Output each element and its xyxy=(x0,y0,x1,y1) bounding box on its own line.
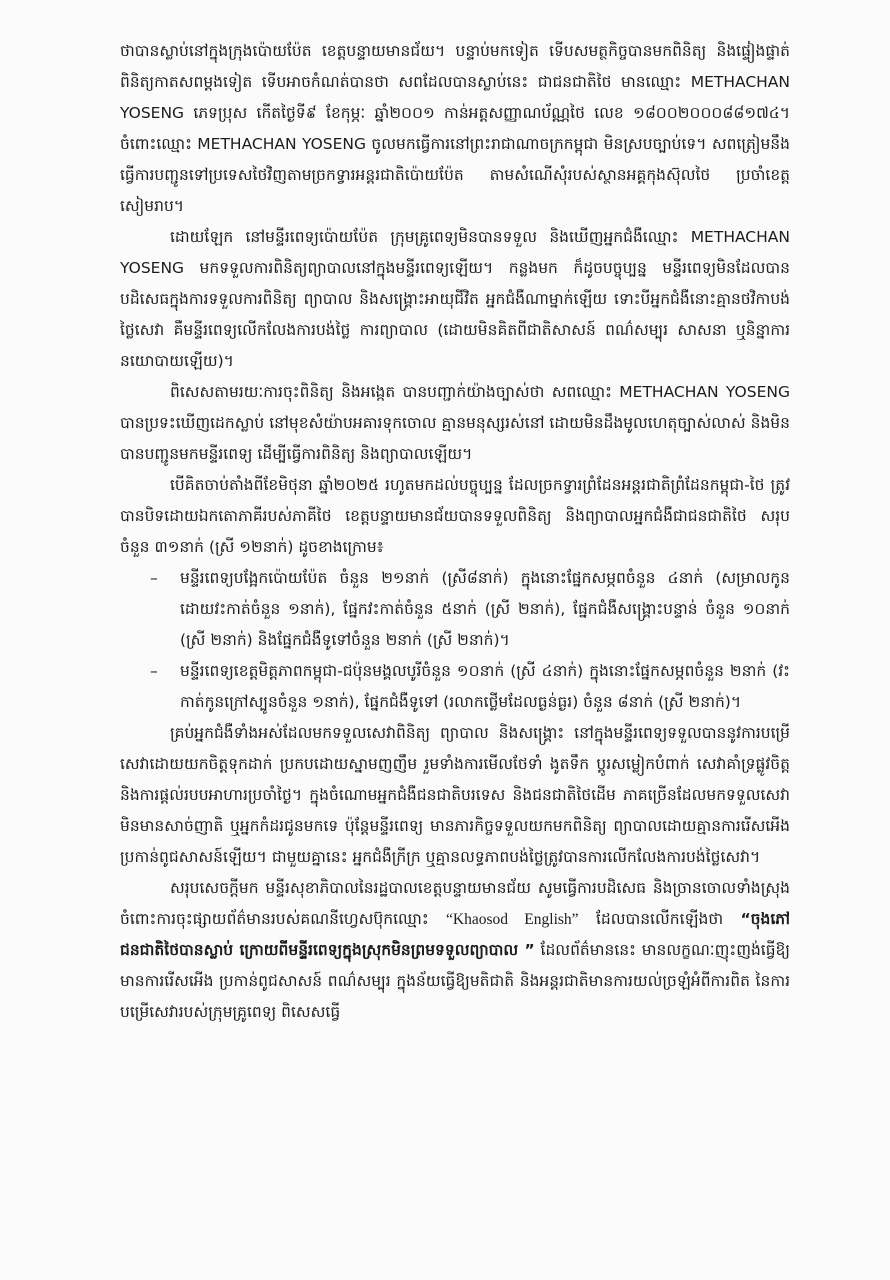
paragraph-5: គ្រប់អ្នកជំងឺទាំងអស់ដែលមកទទួលសេវាពិនិត្យ ព្យាបាល និងសង្គ្រោះ នៅក្នុងមន្ទីរពេទ្យទទួលបាននូវការបម្រើសេវាដោយយកចិត្តទុកដាក់ ប្រកបដោយស្នាមញញឹម រួមទាំងការមើលថែទាំ ងូតទឹក ប្តូរសម្លៀកបំពាក់ សេវាគាំទ្រផ្លូវចិត្ត និងការផ្តល់របបអាហារប្រចាំថ្ងៃ។ ក្នុងចំណោមអ្នកជំងឺជនជាតិបរទេស និងជនជាតិថៃដើម ភាគច្រើនដែលមកទទួលសេវា មិនមានសាច់ញាតិ ឬអ្នកកំដរជូនមកទេ ប៉ុន្តែមន្ទីរពេទ្យ មានភារកិច្ចទទួលយកមកពិនិត្យ ព្យាបាលដោយគ្មានការរើសអើង ប្រកាន់ពូជសាសន៍ឡើយ។ ជាមួយគ្នានេះ អ្នកជំងឺក្រីក្រ ឬគ្មានលទ្ធភាពបង់ថ្លៃត្រូវបានការលើកលែងការបង់ថ្លៃសេវា។ xyxy=(120,724,790,866)
bullet-dash: – xyxy=(150,569,158,587)
khmer-headline-quote: “ចុងភៅជនជាតិថៃបានស្លាប់ ក្រោយពីមន្ទីរពេទ្យក្នុងស្រុកមិនព្រមទទួលព្យាបាល ” xyxy=(120,910,791,959)
list-item xyxy=(150,656,790,718)
paragraph-6 xyxy=(120,873,790,1028)
paragraph-6-part-c: ដែលព័ត៌មាននេះ មានលក្ខណៈញុះញង់ធ្វើឱ្យមានការរើសអើង ប្រកាន់ពូជសាសន៍ ពណ៌សម្បុរ ក្នុងន័យធ្វើឱ្យមតិជាតិ និងអន្តរជាតិមានការយល់ច្រឡំអំពីការពិត នៃការបម្រើសេវារបស់ក្រុមគ្រូពេទ្យ ពិសេសធ្វើ xyxy=(120,941,790,1021)
paragraph-1: ថាបានស្លាប់នៅក្នុងក្រុងប៉ោយប៉ែត ខេត្តបន្ទាយមានជ័យ។ បន្ទាប់មកទៀត ទើបសមត្ថកិច្ចបានមកពិនិត្យ និងផ្ទៀងផ្ទាត់ ពិនិត្យកាតសពម្ដងទៀត ទើបអាចកំណត់បានថា សពដែលបានស្លាប់នេះ ជាជនជាតិថៃ មានឈ្មោះ METHACHAN YOSENG ភេទប្រុស កើតថ្ងៃទី៩ ខែកុម្ភៈ ឆ្នាំ២០០១ កាន់អត្តសញ្ញាណប័ណ្ណថៃ លេខ ១៨០០២០០០៨៨១៧៤។ ចំពោះឈ្មោះ METHACHAN YOSENG ចូលមកធ្វើការនៅព្រះរាជាណាចក្រកម្ពុជា មិនស្របច្បាប់ទេ។ សពត្រៀមនឹងធ្វើការបញ្ជូនទៅប្រទេសថៃវិញតាមច្រកទ្វារអន្តរជាតិប៉ោយប៉ែត តាមសំណើសុំរបស់ស្ថានអគ្គកុងស៊ុលថៃ ប្រចាំខេត្តសៀមរាប។ xyxy=(120,42,790,215)
list-item-text: មន្ទីរពេទ្យបង្អែកប៉ោយប៉ែត ចំនួន ២១នាក់ (ស្រី៨នាក់) ក្នុងនោះផ្នែកសម្ភពចំនួន ៤នាក់ (សម្រាលកូនដោយវះកាត់ចំនួន ១នាក់), ផ្នែកវះកាត់ចំនួន ៥នាក់ (ស្រី ២នាក់), ផ្នែកជំងឺសង្គ្រោះបន្ទាន់ ចំនួន ១០នាក់ (ស្រី ២នាក់) និងផ្នែកជំងឺទូទៅចំនួន ២នាក់ (ស្រី ២នាក់)។ xyxy=(180,569,790,649)
paragraph-6-part-a: សរុបសេចក្តីមក មន្ទីរសុខាភិបាលនៃរដ្ឋបាលខេត្តបន្ទាយមានជ័យ សូមធ្វើការបដិសេធ និងច្រានចោលទាំងស្រុងចំពោះការចុះផ្សាយព័ត៌មានរបស់គណនីហ្វេសប៊ុកឈ្មោះ xyxy=(120,879,790,928)
list-item xyxy=(150,563,790,656)
paragraph-6-part-b: ដែលបានលើកឡើងថា xyxy=(595,910,724,928)
paragraph-2: ដោយឡែក នៅមន្ទីរពេទ្យប៉ោយប៉ែត ក្រុមគ្រូពេទ្យមិនបានទទួល និងឃើញអ្នកជំងឺឈ្មោះ METHACHAN YOSENG មកទទួលការពិនិត្យព្យាបាលនៅក្នុងមន្ទីរពេទ្យឡើយ។ កន្លងមក ក៏ដូចបច្ចុប្បន្ន មន្ទីរពេទ្យមិនដែលបានបដិសេធក្នុងការទទួលការពិនិត្យ ព្យាបាល និងសង្គ្រោះអាយុជីវិត អ្នកជំងឺណាម្នាក់ឡើយ ទោះបីអ្នកជំងឺនោះគ្មានថវិកាបង់ថ្លៃសេវា គឺមន្ទីរពេទ្យលើកលែងការបង់ថ្លៃ ការព្យាបាល (ដោយមិនគិតពីជាតិសាសន៍ ពណ៌សម្បុរ សាសនា ឬនិន្នាការនយោបាយឡើយ)។ xyxy=(120,228,790,370)
list-item-text: មន្ទីរពេទ្យខេត្តមិត្តភាពកម្ពុជា-ជប៉ុនមង្គលបូរីចំនួន ១០នាក់ (ស្រី ៤នាក់) ក្នុងនោះផ្នែកសម្ភពចំនួន ២នាក់ (វះកាត់កូនក្រៅស្បូនចំនួន ១នាក់), ផ្នែកជំងឺទូទៅ (រលាកថ្លើមដែលធ្ងន់ធ្ងរ) ចំនួន ៨នាក់ (ស្រី ២នាក់)។ xyxy=(180,662,790,711)
patient-list xyxy=(120,563,790,718)
bullet-dash: – xyxy=(150,662,158,680)
paragraph-4: បើគិតចាប់តាំងពីខែមិថុនា ឆ្នាំ២០២៥ រហូតមកដល់បច្ចុប្បន្ន ដែលច្រកទ្វារព្រំដែនអន្តរជាតិព្រំដែនកម្ពុជា-ថៃ ត្រូវបានបិទដោយឯកតោភាគីរបស់ភាគីថៃ ខេត្តបន្ទាយមានជ័យបានទទួលពិនិត្យ និងព្យាបាលអ្នកជំងឺជាជនជាតិថៃ សរុបចំនួន ៣១នាក់ (ស្រី ១២នាក់) ដូចខាងក្រោម៖ xyxy=(120,476,790,556)
english-account-quote: “Khaosod English” xyxy=(446,911,579,928)
paragraph-3: ពិសេសតាមរយៈការចុះពិនិត្យ និងអង្កេត បានបញ្ជាក់យ៉ាងច្បាស់ថា សពឈ្មោះ METHACHAN YOSENG បានប្រទះឃើញដេកស្លាប់ នៅមុខសំយ៉ាបអគារទុកចោល គ្មានមនុស្សរស់នៅ ដោយមិនដឹងមូលហេតុច្បាស់លាស់ និងមិនបានបញ្ជូនមកមន្ទីរពេទ្យ ដើម្បីធ្វើការពិនិត្យ និងព្យាបាលឡើយ។ xyxy=(120,383,790,463)
